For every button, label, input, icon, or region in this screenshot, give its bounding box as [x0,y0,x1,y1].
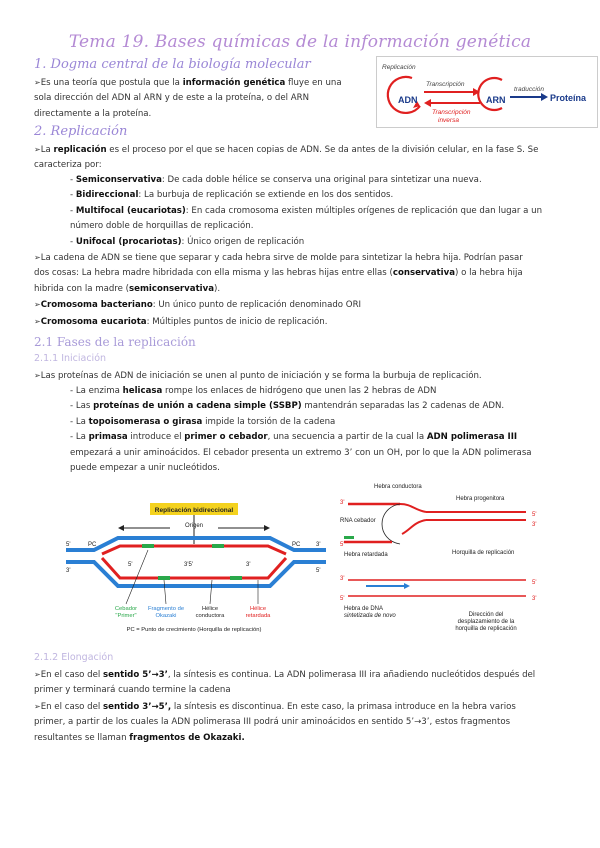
section-2-intro: ➢La replicación es el proceso por el que se hacen copias de ADN. Se da antes de la división celular, en la fase S. Se caracteriza por: [34,145,539,171]
pc-label-right: PC [292,542,301,548]
fork-top [400,504,426,512]
section-2-1-2-heading: 2.1.2 Elongación [34,652,114,663]
section-2-1-heading: 2.1 Fases de la replicación [34,335,196,349]
five-prime-3: 5' [532,580,537,586]
three-prime-1: 3' [340,500,345,506]
primer-top-1 [142,544,154,548]
arrow-bullet-icon: ➢ [34,371,41,380]
fork-bubble [382,504,400,544]
origen-label: Origen [184,523,204,529]
inversa-label-2: inversa [438,117,459,124]
new-dna-arrowhead [404,583,410,589]
five-prime-label-right: 5' [316,568,321,574]
three-prime-inner: 3' [246,562,251,568]
replicacion-label: Replicación [382,64,416,71]
leader-line [164,580,166,604]
five-prime-inner: 5' [128,562,133,568]
arrow-bullet-icon: ➢ [34,701,41,711]
fork-bottom [402,520,426,534]
arrow-bullet-icon: ➢ [34,316,41,326]
new-strand-top [102,546,286,554]
helice-conductora-1: Hélice [201,606,219,612]
list-item: - Bidireccional: La burbuja de replicación se extiende en los dos sentidos. [70,190,394,201]
helice-retardada-1: Hélice [249,606,267,612]
direction-label-3: horquilla de replicación [455,626,517,632]
new-strand-bottom [102,558,286,578]
initiation-list [70,384,575,476]
arn-label: ARN [486,95,506,105]
cebador-label-1: Cebador [114,606,138,612]
threefive-label: 3'5' [184,562,193,568]
three-prime-2: 3' [532,522,537,528]
list-item: - La enzima helicasa rompe los enlaces de hidrógeno que unen las 2 hebras de ADN [70,386,437,396]
dna-label-2: sintetizada de novo [344,613,396,619]
arrow-bullet-icon: ➢ [34,670,41,679]
helice-retardada-2: retardada [245,613,271,619]
parental-strand-top [66,538,326,550]
arrow-bullet-icon: ➢ [34,145,41,154]
three-prime-3: 3' [340,576,345,582]
section-2-heading: 2. Replicación [34,124,128,139]
arrow-bullet-icon: ➢ [34,253,41,262]
right-direction-head [264,525,270,531]
five-prime-4: 5' [340,596,345,602]
section-1-heading: 1. Dogma central de la biología molecular [34,57,311,72]
three-prime-4: 3' [532,596,537,602]
section-1-paragraph: ➢Es una teoría que postula que la información genética fluye en una sola dirección del ADN al ARN y de este a la proteína, o del ARN directamente a la proteína. [34,78,342,119]
parental-strand-bottom [66,562,326,586]
primer-top-2 [212,544,224,548]
inversa-label-1: Transcripción [432,109,471,116]
list-item: - Unifocal (procariotas): Único origen de replicación [70,236,305,247]
dna-label-1: Hebra de DNA [344,606,384,612]
list-item: - La primasa introduce el primer o cebador, una secuencia a partir de la cual la ADN polimerasa III empezará a unir aminoácidos. El cebador presenta un extremo 3’ con un OH, por lo que la ADN polimerasa puede empezar a unir nucleótidos. [70,432,532,474]
page-title: Tema 19. Bases químicas de la información genética [68,32,532,52]
hebra-conductora-label: Hebra conductora [374,484,422,490]
list-item: - La topoisomerasa o girasa impide la torsión de la cadena [70,416,336,427]
horquilla-label: Horquilla de replicación [452,550,515,556]
section-2-1-1-heading: 2.1.1 Iniciación [34,353,107,364]
cebador-label-2: "Primer" [115,613,137,619]
dogma-diagram [376,56,598,128]
replication-characteristics-list [70,173,575,250]
primer-bottom-2 [230,576,242,580]
direction-label-2: desplazamiento de la [457,619,515,625]
five-prime-1: 5' [532,512,537,518]
list-item: - Las proteínas de unión a cadena simple (SSBP) mantendrán separadas las 2 cadenas de ADN. [70,401,505,412]
rna-primer [344,536,354,539]
fragmento-label-2: Okazaki [155,613,177,619]
three-prime-label-right: 3' [316,542,321,548]
traduccion-label: traducción [514,86,544,93]
banner-label: Replicación bidireccional [154,507,234,514]
pc-label-left: PC [88,542,97,548]
adn-label: ADN [398,95,418,105]
list-item: - Semiconservativa: De cada doble hélice se conserva una original para sintetizar una nueva. [70,175,482,185]
three-prime-label: 3' [66,568,71,574]
initiation-intro: ➢Las proteínas de ADN de iniciación se unen al punto de iniciación y se forma la burbuja de replicación. [34,371,482,381]
arrow-bullet-icon: ➢ [34,78,41,87]
direction-label-1: Dirección del [468,612,504,618]
section-2-paragraph-2: ➢La cadena de ADN se tiene que separar y cada hebra sirve de molde para sintetizar la hebra hija. Podrían pasar dos cosas: La hebra madre hibridada con ella misma y las hebras hijas entre ellas (conservativa) o la hebra hija hibrida con la madre (semiconservativa). ➢Cromosoma bacteriano: Un único punto de replicación denominado ORI ➢Cromosoma eucariota: Múltiples puntos de inicio de replicación. [34,253,523,327]
list-item: - Multifocal (eucariotas): En cada cromosoma existen múltiples orígenes de replicación que dan lugar a un número doble de horquillas de replicación. [70,205,543,232]
elongation-paragraph: ➢En el caso del sentido 5’→3’, la síntesis es continua. La ADN polimerasa III ira añadiendo nucleótidos después del primer y terminará cuando termine la cadena ➢En el caso del sentido 3’→5’, la síntesis es discontinua. En este caso, la primasa introduce en la hebra varios primer, a partir de los cuales la ADN polimerasa III podrá unir aminoácidos en sentido 5’→3’, estos fragmentos resultantes se llaman fragmentos de Okazaki. [34,670,536,743]
leader-line [210,580,212,604]
fragmento-label-1: Fragmento de [147,606,185,612]
left-direction-head [118,525,124,531]
five-prime-2: 5' [340,542,345,548]
arrow-bullet-icon: ➢ [34,300,41,310]
bidirectional-replication-figure [62,500,332,640]
primer-bottom-1 [158,576,170,580]
hebra-retardada-label: Hebra retardada [344,552,388,558]
figure-caption: PC = Punto de crecimiento (Horquilla de replicación) [126,627,262,633]
rna-cebador-label: RNA cebador [340,518,376,524]
helice-conductora-2: conductora [195,613,225,619]
proteina-label: Proteína [550,93,587,103]
five-prime-label: 5' [66,542,71,548]
hebra-progenitora-label: Hebra progenitora [456,496,505,502]
replication-fork-figure [336,480,552,642]
transcripcion-label: Transcripción [426,81,465,88]
